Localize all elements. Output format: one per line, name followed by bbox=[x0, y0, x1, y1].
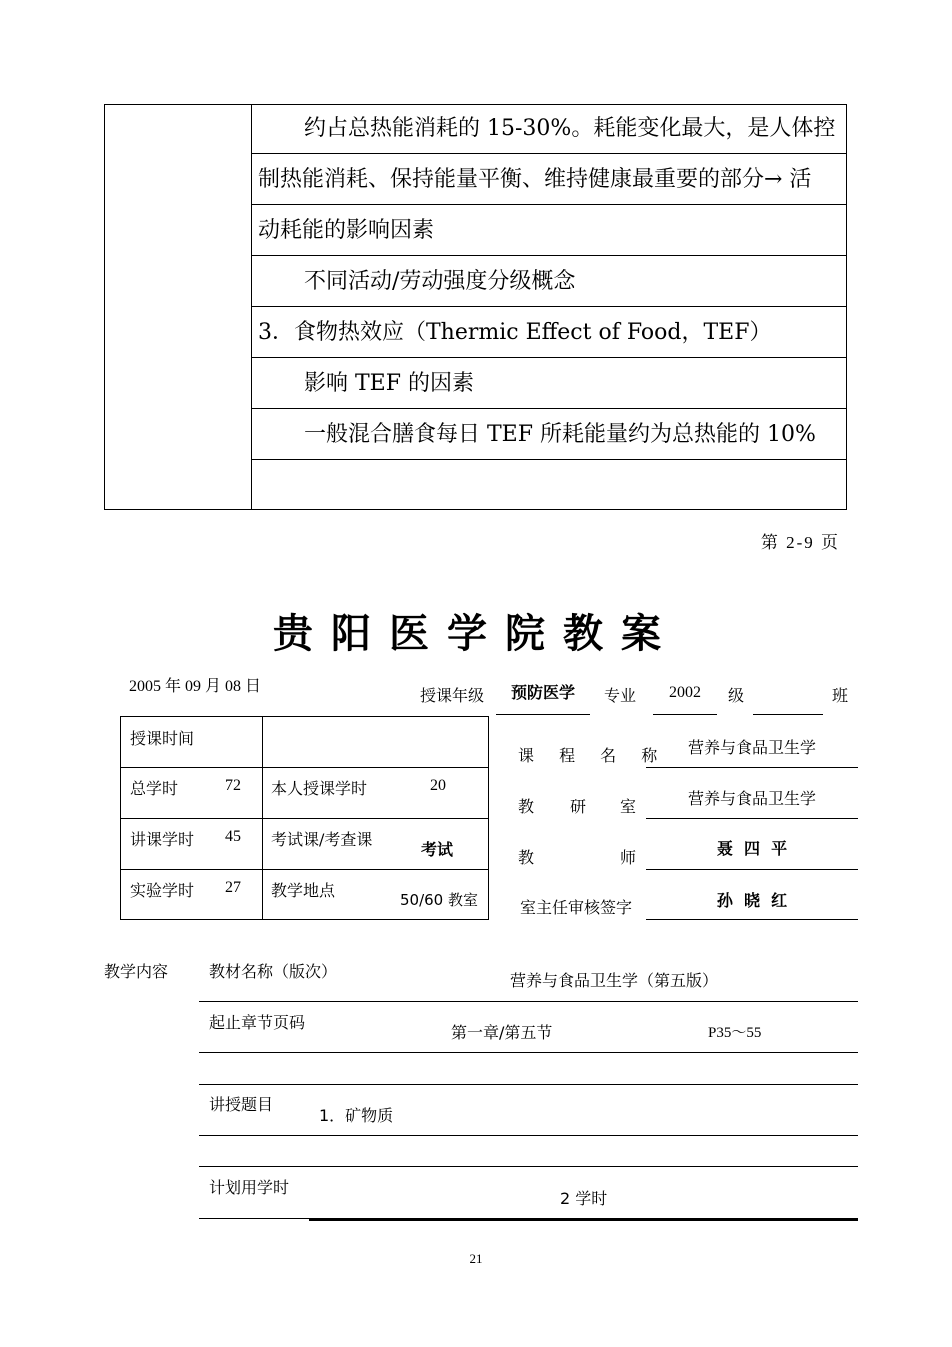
info-grid bbox=[120, 716, 489, 920]
page-title: 贵阳医学院教案 bbox=[273, 611, 679, 656]
teacher-label-a: 教 bbox=[518, 848, 535, 867]
total-hours-label: 总学时 bbox=[130, 779, 179, 798]
row-text: 3．食物热效应（Thermic Effect of Food，TEF） bbox=[258, 320, 772, 345]
course-label: 课 程 名 称 bbox=[518, 746, 668, 765]
row-text: 制热能消耗、保持能量平衡、维持健康最重要的部分→ 活 bbox=[258, 167, 812, 192]
table-row bbox=[252, 410, 846, 460]
teacher-label-b: 师 bbox=[620, 848, 637, 867]
year-value: 2002 bbox=[653, 682, 717, 715]
exam-type-label: 考试课/考查课 bbox=[271, 830, 373, 849]
major-label: 专业 bbox=[604, 688, 637, 705]
dept-label-b: 研 bbox=[570, 797, 587, 816]
table-row bbox=[252, 359, 846, 409]
textbook-label: 教材名称（版次） bbox=[209, 962, 338, 981]
page-label: 第 2-9 页 bbox=[760, 533, 840, 552]
dept-label-c: 室 bbox=[620, 797, 637, 816]
table-row bbox=[252, 104, 846, 154]
class-blank bbox=[753, 682, 823, 715]
table-row bbox=[252, 257, 846, 307]
table-row bbox=[252, 308, 846, 358]
row-text: 一般混合膳食每日 TEF 所耗能量约为总热能的 10% bbox=[304, 422, 816, 447]
director-value: 孙 晓 红 bbox=[716, 891, 788, 910]
date: 2005 年 09 月 08 日 bbox=[129, 678, 262, 695]
time-label: 授课时间 bbox=[130, 729, 195, 748]
chapter-value: 第一章/第五节 bbox=[451, 1023, 553, 1042]
lecture-hours-label: 讲课学时 bbox=[130, 830, 195, 849]
section-label: 教学内容 bbox=[104, 962, 169, 981]
course-value: 营养与食品卫生学 bbox=[687, 738, 816, 757]
exam-type-value: 考试 bbox=[421, 840, 454, 859]
table-row bbox=[252, 461, 846, 509]
grade-label: 授课年级 bbox=[420, 688, 485, 705]
table-row bbox=[252, 206, 846, 256]
my-hours-label: 本人授课学时 bbox=[271, 779, 368, 798]
total-hours-value: 72 bbox=[225, 777, 241, 794]
row-text: 影响 TEF 的因素 bbox=[304, 371, 474, 396]
textbook-value: 营养与食品卫生学（第五版） bbox=[510, 971, 719, 990]
lecture-hours-value: 45 bbox=[225, 828, 241, 845]
pages-label: 起止章节页码 bbox=[209, 1013, 306, 1032]
topic-label: 讲授题目 bbox=[209, 1095, 274, 1114]
table-row bbox=[252, 155, 846, 205]
my-hours-value: 20 bbox=[430, 777, 446, 794]
location-label: 教学地点 bbox=[271, 881, 336, 900]
lab-hours-value: 27 bbox=[225, 879, 241, 896]
row-text: 动耗能的影响因素 bbox=[258, 218, 435, 243]
teacher-value: 聂 四 平 bbox=[716, 839, 788, 858]
plan-value: 2 学时 bbox=[560, 1189, 608, 1208]
grade-value: 预防医学 bbox=[496, 682, 590, 715]
dept-label-a: 教 bbox=[518, 797, 535, 816]
footer-page-number: 21 bbox=[469, 1251, 483, 1266]
plan-label: 计划用学时 bbox=[209, 1178, 290, 1197]
lab-hours-label: 实验学时 bbox=[130, 881, 195, 900]
row-text: 不同活动/劳动强度分级概念 bbox=[304, 269, 576, 294]
class-label: 班 bbox=[832, 688, 849, 705]
pages-value: P35～55 bbox=[708, 1025, 762, 1041]
topic-value: 1．矿物质 bbox=[319, 1106, 394, 1125]
level-label: 级 bbox=[728, 688, 745, 705]
row-text: 约占总热能消耗的 15-30%。耗能变化最大，是人体控 bbox=[304, 116, 836, 141]
dept-value: 营养与食品卫生学 bbox=[687, 789, 816, 808]
location-value: 50/60 教室 bbox=[400, 891, 478, 909]
director-label: 室主任审核签字 bbox=[520, 898, 633, 917]
row-text bbox=[252, 473, 258, 498]
